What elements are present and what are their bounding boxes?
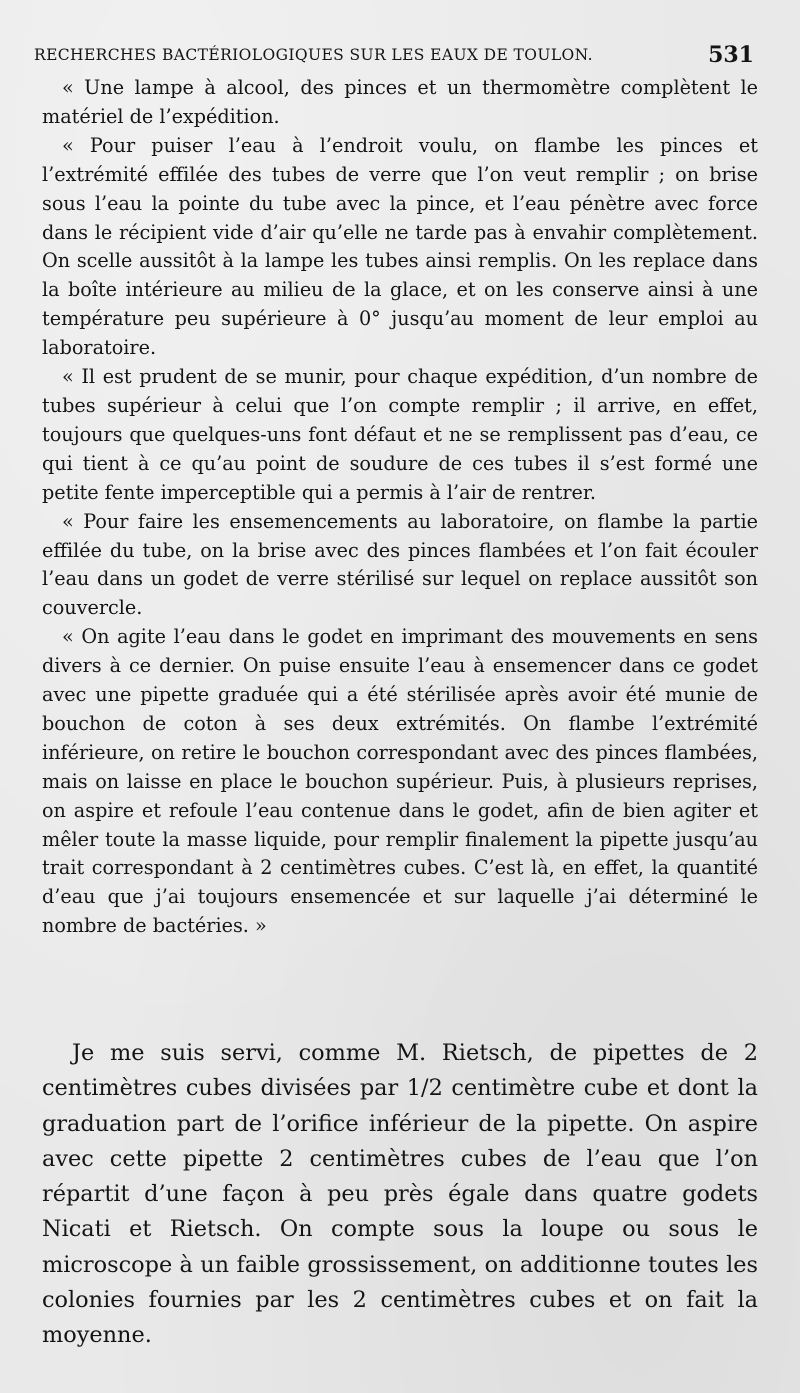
quoted-paragraph: « On agite l’eau dans le godet en imprimant des mouvements en sens divers à ce dernier. On puise ensuite l’eau à ensemencer dans ce godet avec une pipette graduée qui a été stérilisée après avoir été munie de bouchon de coton à ses deux extrémités. On flambe l’extrémité inférieure, on retire le bouchon correspondant avec des pinces flambées, mais on laisse en place le bouchon supérieur. Puis, à plusieurs reprises, on aspire et refoule l’eau contenue dans le godet, afin de bien agiter et mêler toute la masse liquide, pour remplir finalement la pipette jusqu’au trait correspondant à 2 centimètres cubes. C’est là, en effet, la quantité d’eau que j’ai toujours ensemencée et sur laquelle j’ai déterminé le nombre de bactéries. » — [42, 625, 758, 938]
running-head — [34, 44, 754, 72]
main-text — [42, 1036, 758, 1354]
quoted-paragraph: « Une lampe à alcool, des pinces et un thermomètre complètent le matériel de l’expédition. — [42, 76, 758, 128]
running-head-title: RECHERCHES BACTÉRIOLOGIQUES SUR LES EAUX DE TOULON. — [34, 46, 593, 64]
quoted-paragraph: « Il est prudent de se munir, pour chaque expédition, d’un nombre de tubes supérieur à celui que l’on compte remplir ; il arrive, en effet, toujours que quelques-uns font défaut et ne se remplissent pas d’eau, ce qui tient à ce qu’au point de soudure de ces tubes il s’est formé une petite fente imperceptible qui a permis à l’air de rentrer. — [42, 365, 758, 504]
quoted-passage — [42, 74, 758, 941]
page-number: 531 — [708, 42, 754, 68]
quoted-paragraph: « Pour faire les ensemencements au laboratoire, on flambe la partie effilée du tube, on la brise avec des pinces flambées et l’on fait écouler l’eau dans un godet de verre stérilisé sur lequel on replace aussitôt son couvercle. — [42, 509, 758, 620]
quoted-paragraph: « Pour puiser l’eau à l’endroit voulu, on flambe les pinces et l’extrémité effilée des tubes de verre que l’on veut remplir ; on brise sous l’eau la pointe du tube avec la pince, et l’eau pénètre avec force dans le récipient vide d’air qu’elle ne tarde pas à envahir complètement. On scelle aussitôt à la lampe les tubes ainsi remplis. On les replace dans la boîte intérieure au milieu de la glace, et on les conserve ainsi à une température peu supérieure à 0° jusqu’au moment de leur emploi au laboratoire. — [42, 133, 758, 360]
main-paragraph: Je me suis servi, comme M. Rietsch, de pipettes de 2 centimètres cubes divisées par 1/2 centimètre cube et dont la graduation part de l’orifice inférieur de la pipette. On aspire avec cette pipette 2 centimètres cubes de l’eau que l’on répartit d’une façon à peu près égale dans quatre godets Nicati et Rietsch. On compte sous la loupe ou sous le microscope à un faible grossissement, on additionne toutes les colonies fournies par les 2 centimètres cubes et on fait la moyenne. — [42, 1040, 758, 1349]
